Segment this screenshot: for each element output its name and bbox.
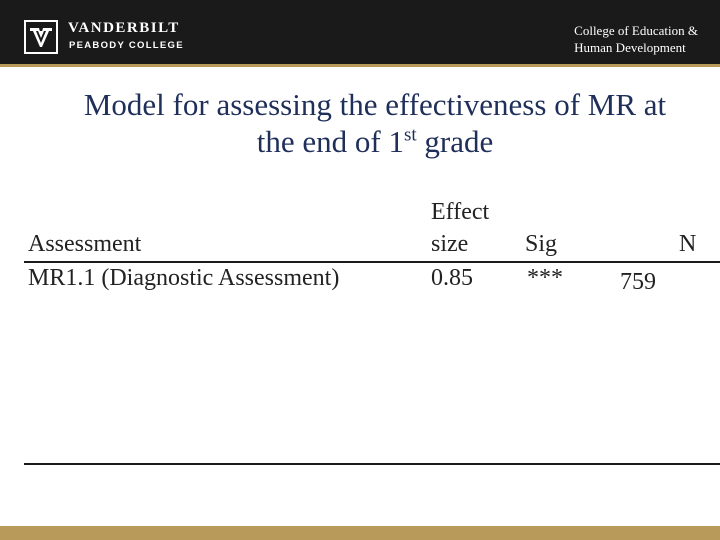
brand-name: VANDERBILT <box>68 20 180 36</box>
college-name <box>574 22 698 56</box>
gold-accent-top <box>0 64 720 67</box>
title-line-2 <box>30 123 720 160</box>
title-line-2-end: grade <box>416 124 494 159</box>
vanderbilt-v-icon <box>28 24 54 50</box>
vanderbilt-logo <box>24 20 58 54</box>
title-ordinal-suffix: st <box>403 124 417 146</box>
col-header-sig: Sig <box>525 231 558 257</box>
title-line-1: Model for assessing the effectiveness of MR at <box>83 87 667 122</box>
col-header-assessment: Assessment <box>28 231 142 257</box>
slide-title <box>30 86 720 160</box>
gold-accent-bottom <box>0 526 720 540</box>
table-bottom-rule <box>24 463 720 465</box>
col-header-effect-line-2: size <box>431 231 469 257</box>
col-header-n: N <box>679 231 697 257</box>
college-line-2: Human Development <box>574 40 686 55</box>
table-cell-n: 759 <box>620 269 656 295</box>
table-cell-effect: 0.85 <box>431 265 473 291</box>
title-line-2-start: the end of 1 <box>256 124 404 159</box>
col-header-effect-line-1: Effect <box>431 199 490 225</box>
brand-subtitle: PEABODY COLLEGE <box>69 40 184 51</box>
table-cell-assessment: MR1.1 (Diagnostic Assessment) <box>28 265 340 291</box>
table-cell-sig: *** <box>527 265 563 291</box>
college-line-1: College of Education & <box>574 23 698 38</box>
header-bar <box>0 0 720 64</box>
